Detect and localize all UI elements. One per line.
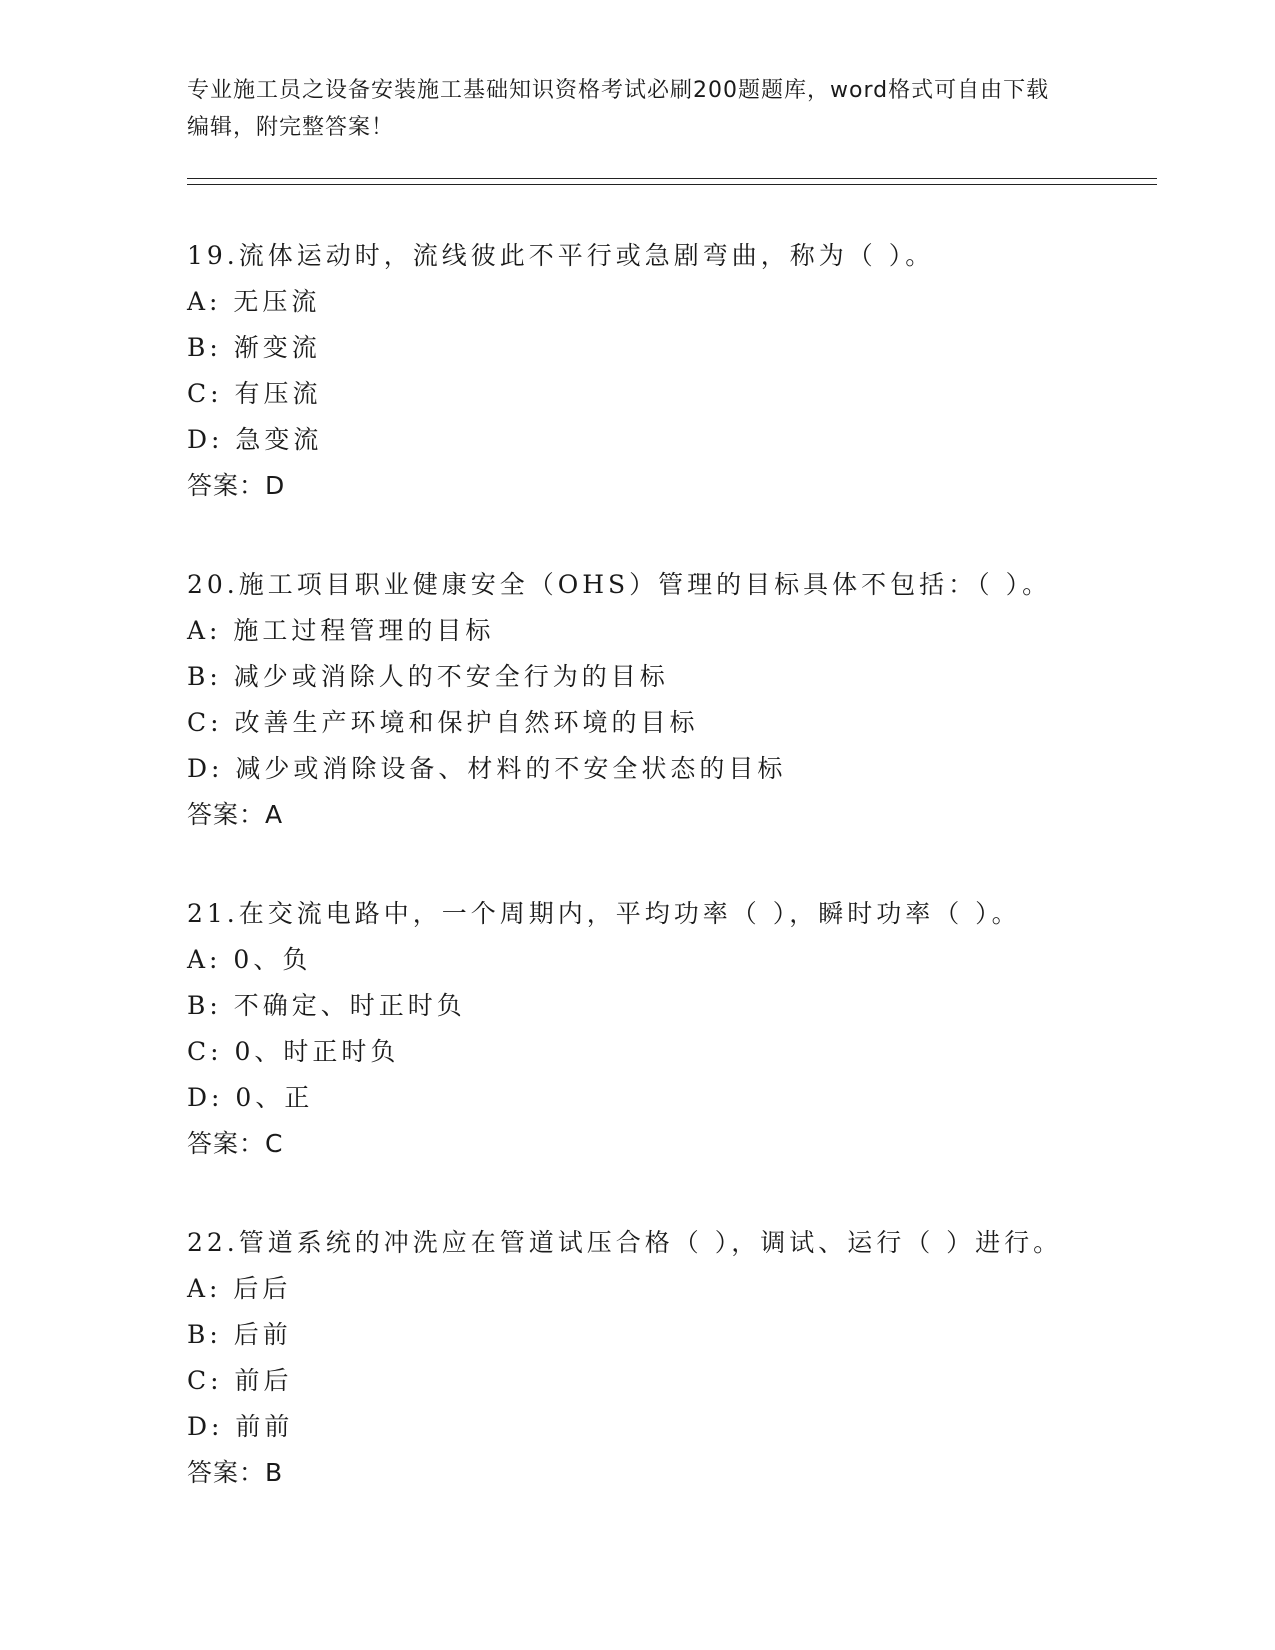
option-d: D: 减少或消除设备、材料的不安全状态的目标 bbox=[187, 754, 787, 783]
question-22 bbox=[187, 1220, 1167, 1496]
option-c: C: 0、时正时负 bbox=[187, 1037, 400, 1066]
question-stem: 22.管道系统的冲洗应在管道试压合格（ ），调试、运行（ ）进行。 bbox=[187, 1228, 1063, 1257]
answer-line: 答案：D bbox=[187, 471, 286, 500]
option-a: A: 后后 bbox=[187, 1274, 292, 1303]
option-b: B: 减少或消除人的不安全行为的目标 bbox=[187, 662, 669, 691]
question-20 bbox=[187, 562, 1167, 838]
option-a: A: 施工过程管理的目标 bbox=[187, 616, 495, 645]
option-d: D: 急变流 bbox=[187, 425, 323, 454]
question-stem: 20.施工项目职业健康安全（OHS）管理的目标具体不包括：（ ）。 bbox=[187, 570, 1052, 599]
answer-line: 答案：B bbox=[187, 1458, 284, 1487]
header-divider bbox=[187, 178, 1157, 185]
option-d: D: 前前 bbox=[187, 1412, 294, 1441]
answer-line: 答案：C bbox=[187, 1129, 284, 1158]
option-b: B: 渐变流 bbox=[187, 333, 321, 362]
question-21 bbox=[187, 891, 1167, 1167]
option-d: D: 0、正 bbox=[187, 1083, 314, 1112]
option-a: A: 无压流 bbox=[187, 287, 321, 316]
question-stem: 21.在交流电路中，一个周期内，平均功率（ ），瞬时功率（ ）。 bbox=[187, 899, 1021, 928]
option-b: B: 后前 bbox=[187, 1320, 292, 1349]
option-c: C: 有压流 bbox=[187, 379, 322, 408]
question-list bbox=[187, 233, 1167, 1549]
question-19 bbox=[187, 233, 1167, 509]
answer-line: 答案：A bbox=[187, 800, 284, 829]
question-stem: 19.流体运动时，流线彼此不平行或急剧弯曲，称为（ ）。 bbox=[187, 241, 935, 270]
option-a: A: 0、负 bbox=[187, 945, 312, 974]
option-b: B: 不确定、时正时负 bbox=[187, 991, 466, 1020]
document-header: 专业施工员之设备安装施工基础知识资格考试必刷200题题库，word格式可自由下载编辑，附完整答案！ bbox=[187, 78, 1050, 140]
option-c: C: 改善生产环境和保护自然环境的目标 bbox=[187, 708, 699, 737]
option-c: C: 前后 bbox=[187, 1366, 293, 1395]
